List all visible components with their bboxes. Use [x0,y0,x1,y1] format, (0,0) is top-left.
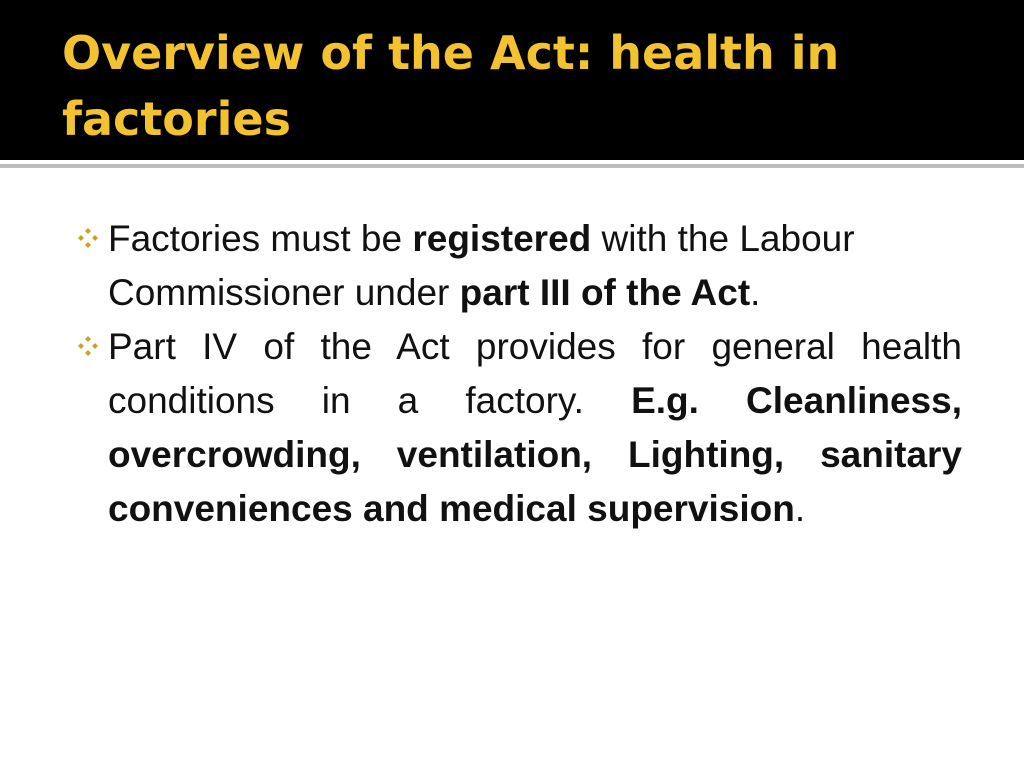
title-bar [0,0,1024,160]
bullet-bold-text: part III of the Act [459,272,751,313]
bullet-text: . [750,272,761,313]
diamond-bullet-icon [76,334,100,358]
bullet-bold-text: registered [412,218,592,259]
bullet-item-registration [76,212,962,320]
diamond-bullet-icon [76,226,100,250]
bullet-bold-text: E.g. Cleanliness, overcrowding, ventilation, Lighting, sanitary conveniences and medical supervision [108,380,962,529]
bullet-item-health-conditions [76,320,962,536]
slide-body [76,212,962,536]
bullet-text: . [794,488,806,529]
slide-title: Overview of the Act: health in factories [62,26,840,146]
title-divider-shadow [0,164,1024,168]
bullet-text: Factories must be [108,218,413,259]
bullet-text: Part IV of the Act provides for general health conditions in a factory. [108,326,962,421]
bullet-text: with the Labour Commissioner under [108,218,855,313]
